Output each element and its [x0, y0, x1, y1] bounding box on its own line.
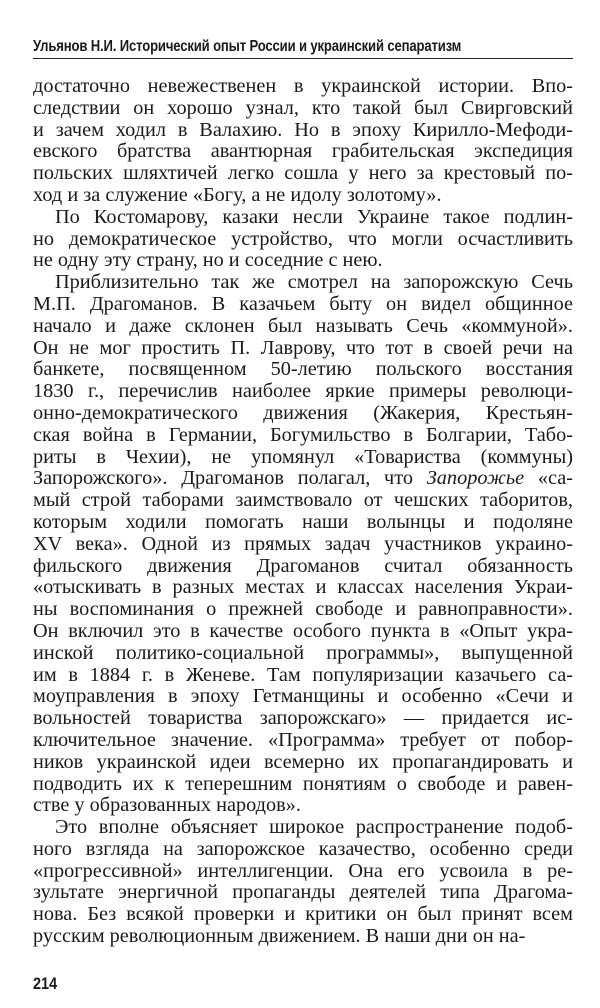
text-line: подводить их к теперешним понятиям о свободе и равен-	[33, 772, 573, 795]
text-segment: Запорожского». Драгоманов полагал, что	[33, 467, 427, 490]
text-line: «отыскивать в разных местах и классах населения Украи-	[33, 576, 573, 599]
page-body-text	[33, 76, 573, 948]
text-line: польских шляхтичей легко сошла у него за крестовый по-	[33, 162, 573, 185]
text-line: инской политико-социальной программы», выпущенной	[33, 641, 573, 664]
text-line: следствии он хорошо узнал, кто такой был Свирговский	[33, 96, 573, 119]
text-line: Это вполне объясняет широкое распространение подоб-	[55, 816, 573, 839]
text-line: евского братства авантюрная грабительская экспедиция	[33, 140, 573, 163]
text-line: не одну эту страну, но и соседние с нею.	[33, 249, 383, 272]
text-line: риты в Чехии), не упомянул «Товариства (коммуны)	[33, 445, 573, 468]
text-line: но демократическое устройство, что могли осчастливить	[33, 227, 573, 250]
text-line: ников украинской идеи всемерно их пропагандировать и	[33, 750, 573, 773]
running-header	[33, 36, 573, 59]
text-line: зультате энергичной пропаганды деятелей типа Драгома-	[33, 881, 573, 904]
text-line: Приблизительно так же смотрел на запорожскую Сечь	[55, 271, 573, 294]
text-line: стве у образованных народов».	[33, 794, 301, 817]
paragraph	[33, 207, 573, 272]
text-line: ны воспоминания о прежней свободе и равноправности».	[33, 598, 573, 621]
text-line: XV века». Одной из прямых задач участников украино-	[33, 532, 573, 555]
paragraph	[33, 817, 573, 948]
text-line: фильского движения Драгоманов считал обязанность	[33, 554, 573, 577]
italic-term: Запорожье	[426, 467, 525, 490]
text-line: ход и за служение «Богу, а не идолу золотому».	[33, 183, 442, 206]
text-line: По Костомарову, казаки несли Украине такое подлин-	[55, 205, 573, 228]
text-line: Он включил это в качестве особого пункта в «Опыт укра-	[33, 619, 573, 642]
text-line: Он не мог простить П. Лаврову, что тот в своей речи на	[33, 336, 573, 359]
text-line: моуправления в эпоху Гетманщины и особенно «Сечи и	[33, 685, 573, 708]
text-line: ская война в Германии, Богумильство в Болгарии, Табо-	[33, 423, 573, 446]
text-line: которым ходили помогать наши волынцы и подоляне	[33, 510, 573, 533]
text-line: ного взгляда на запорожское казачество, особенно среди	[33, 837, 573, 860]
text-line: 1830 г., перечислив наиболее яркие примеры революци-	[33, 380, 573, 403]
text-line: и зачем ходил в Валахию. Но в эпоху Кирилло-Мефоди-	[33, 118, 573, 141]
text-line	[33, 468, 573, 490]
text-line: им в 1884 г. в Женеве. Там популяризации казачьего са-	[33, 663, 573, 686]
text-line: онно-демократического движения (Жакерия, Крестьян-	[33, 401, 573, 424]
text-line: «прогрессивной» интеллигенции. Она его усвоила в ре-	[33, 859, 573, 882]
text-line: нова. Без всякой проверки и критики он был принят всем	[33, 903, 573, 926]
text-segment: «са-	[524, 467, 573, 490]
text-line: банкете, посвященном 50-летию польского восстания	[33, 358, 573, 381]
text-line: ключительное значение. «Программа» требует от побор-	[33, 728, 573, 751]
book-title: Ульянов Н.И. Исторический опыт России и украинский сепаратизм	[33, 38, 462, 55]
paragraph	[33, 272, 573, 817]
paragraph	[33, 76, 573, 207]
text-line: русским революционным движением. В наши дни он на-	[33, 925, 526, 948]
text-line: достаточно невежественен в украинской истории. Впо-	[33, 75, 573, 97]
text-line: начало и даже склонен был называть Сечь «коммуной».	[33, 314, 573, 337]
text-line: вольностей товариства запорожскаго» — придается ис-	[33, 707, 573, 730]
text-line: М.П. Драгоманов. В казачьем быту он видел общинное	[33, 292, 573, 315]
page-number: 214	[33, 974, 58, 993]
text-line: мый строй таборами заимствовало от чешских таборитов,	[33, 489, 573, 512]
